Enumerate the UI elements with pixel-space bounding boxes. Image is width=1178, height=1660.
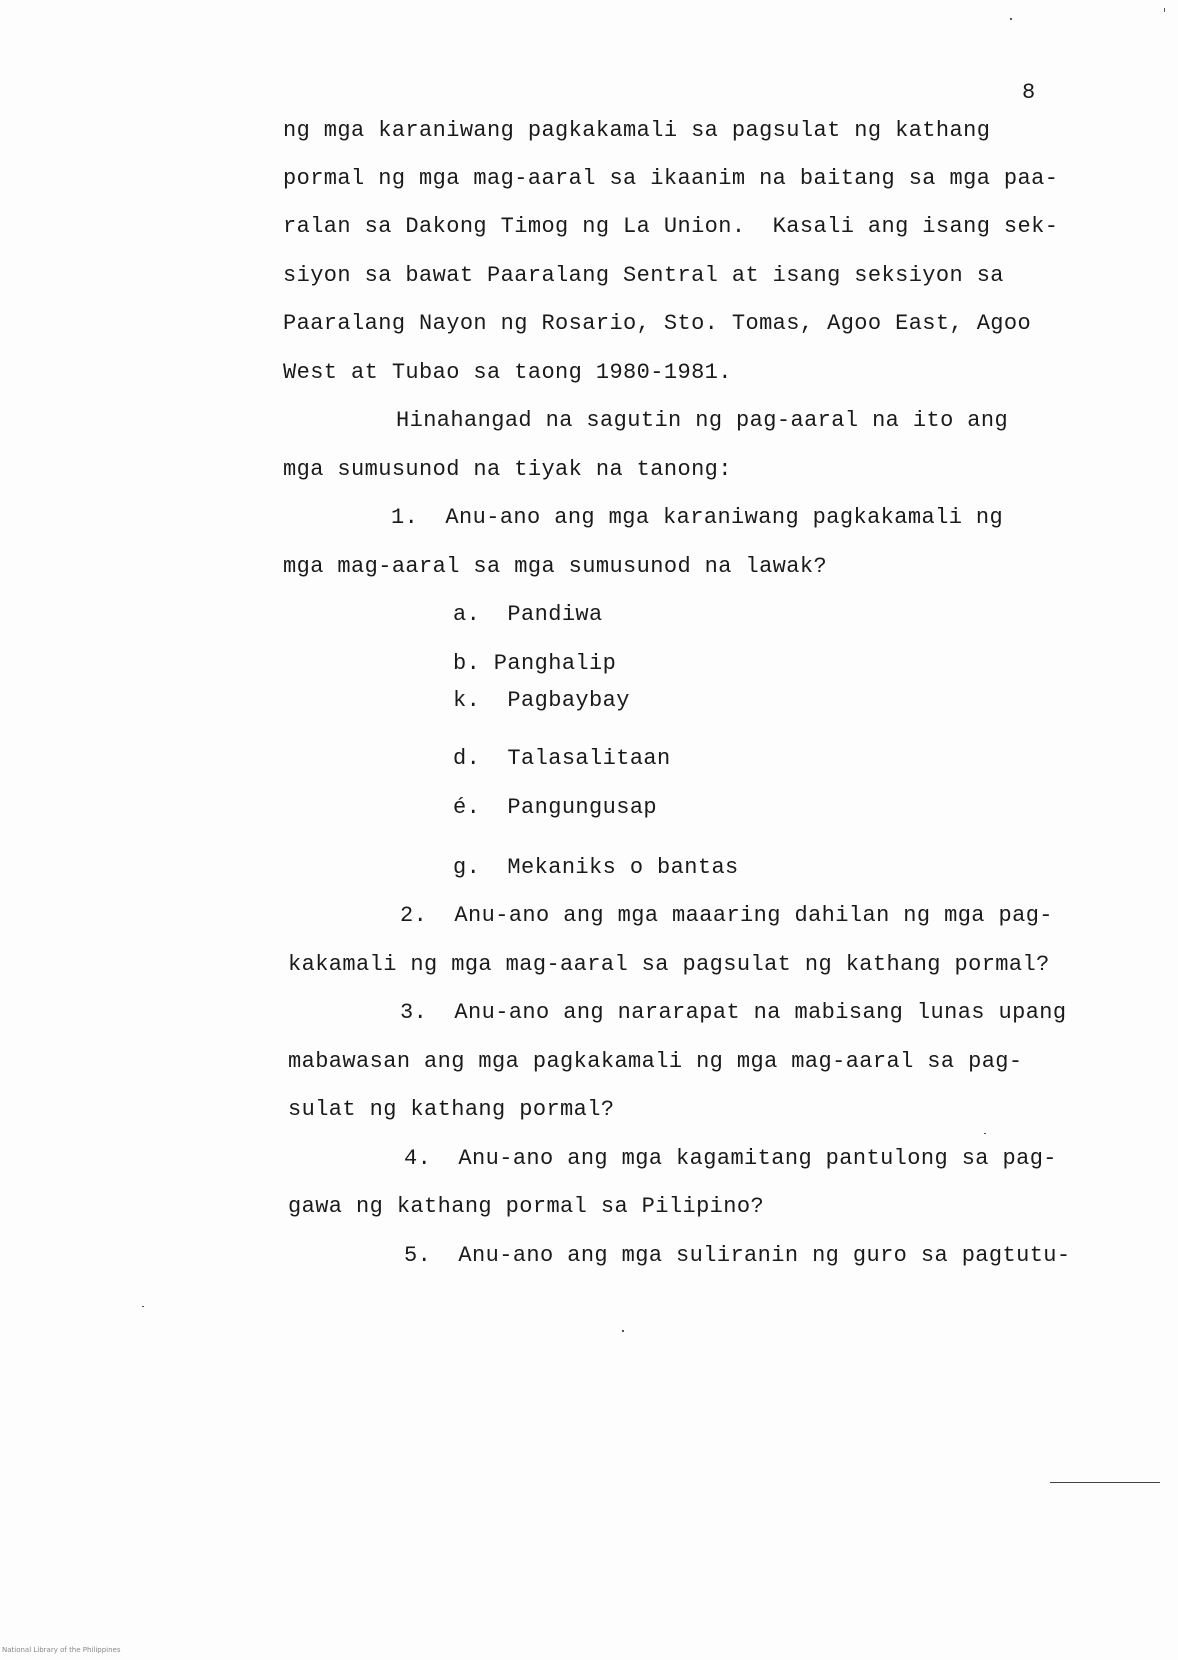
question-3-line-1: 3. Anu-ano ang nararapat na mabisang lunas upang bbox=[400, 1000, 1067, 1025]
text-line-4: siyon sa bawat Paaralang Sentral at isang seksiyon sa bbox=[283, 263, 1004, 288]
question-2-line-2: kakamali ng mga mag-aaral sa pagsulat ng kathang pormal? bbox=[288, 952, 1050, 977]
page-number: 8 bbox=[1022, 80, 1036, 105]
text-line-7: Hinahangad na sagutin ng pag-aaral na ito ang bbox=[396, 408, 1009, 433]
list-item-c: k. Pagbaybay bbox=[453, 688, 630, 713]
question-2-line-1: 2. Anu-ano ang mga maaaring dahilan ng mga pag- bbox=[400, 903, 1053, 928]
list-item-g: g. Mekaniks o bantas bbox=[453, 855, 739, 880]
scan-speck bbox=[1010, 18, 1012, 20]
footer-watermark: National Library of the Philippines bbox=[2, 1646, 121, 1654]
scan-speck bbox=[984, 1133, 986, 1134]
question-1-line-2: mga mag-aaral sa mga sumusunod na lawak? bbox=[283, 554, 828, 579]
list-item-b: b. Panghalip bbox=[453, 651, 617, 676]
list-item-e: é. Pangungusap bbox=[453, 795, 658, 820]
text-line-2: pormal ng mga mag-aaral sa ikaanim na baitang sa mga paa- bbox=[283, 166, 1059, 191]
scan-speck bbox=[622, 1330, 624, 1332]
question-3-line-3: sulat ng kathang pormal? bbox=[288, 1097, 615, 1122]
scan-smudge bbox=[1050, 1482, 1160, 1483]
scan-speck bbox=[142, 1306, 144, 1307]
question-4-line-2: gawa ng kathang pormal sa Pilipino? bbox=[288, 1194, 765, 1219]
text-line-8: mga sumusunod na tiyak na tanong: bbox=[283, 457, 732, 482]
question-4-line-1: 4. Anu-ano ang mga kagamitang pantulong sa pag- bbox=[404, 1146, 1057, 1171]
question-3-line-2: mabawasan ang mga pagkakamali ng mga mag-aaral sa pag- bbox=[288, 1049, 1023, 1074]
text-line-6: West at Tubao sa taong 1980-1981. bbox=[283, 360, 732, 385]
list-item-a: a. Pandiwa bbox=[453, 602, 603, 627]
text-line-1: ng mga karaniwang pagkakamali sa pagsulat ng kathang bbox=[283, 118, 991, 143]
question-1-line-1: 1. Anu-ano ang mga karaniwang pagkakamali ng bbox=[391, 505, 1004, 530]
list-item-d: d. Talasalitaan bbox=[453, 746, 671, 771]
scan-speck bbox=[1164, 8, 1165, 12]
text-line-3: ralan sa Dakong Timog ng La Union. Kasali ang isang sek- bbox=[283, 214, 1059, 239]
text-line-5: Paaralang Nayon ng Rosario, Sto. Tomas, Agoo East, Agoo bbox=[283, 311, 1032, 336]
question-5-line-1: 5. Anu-ano ang mga suliranin ng guro sa pagtutu- bbox=[404, 1243, 1071, 1268]
